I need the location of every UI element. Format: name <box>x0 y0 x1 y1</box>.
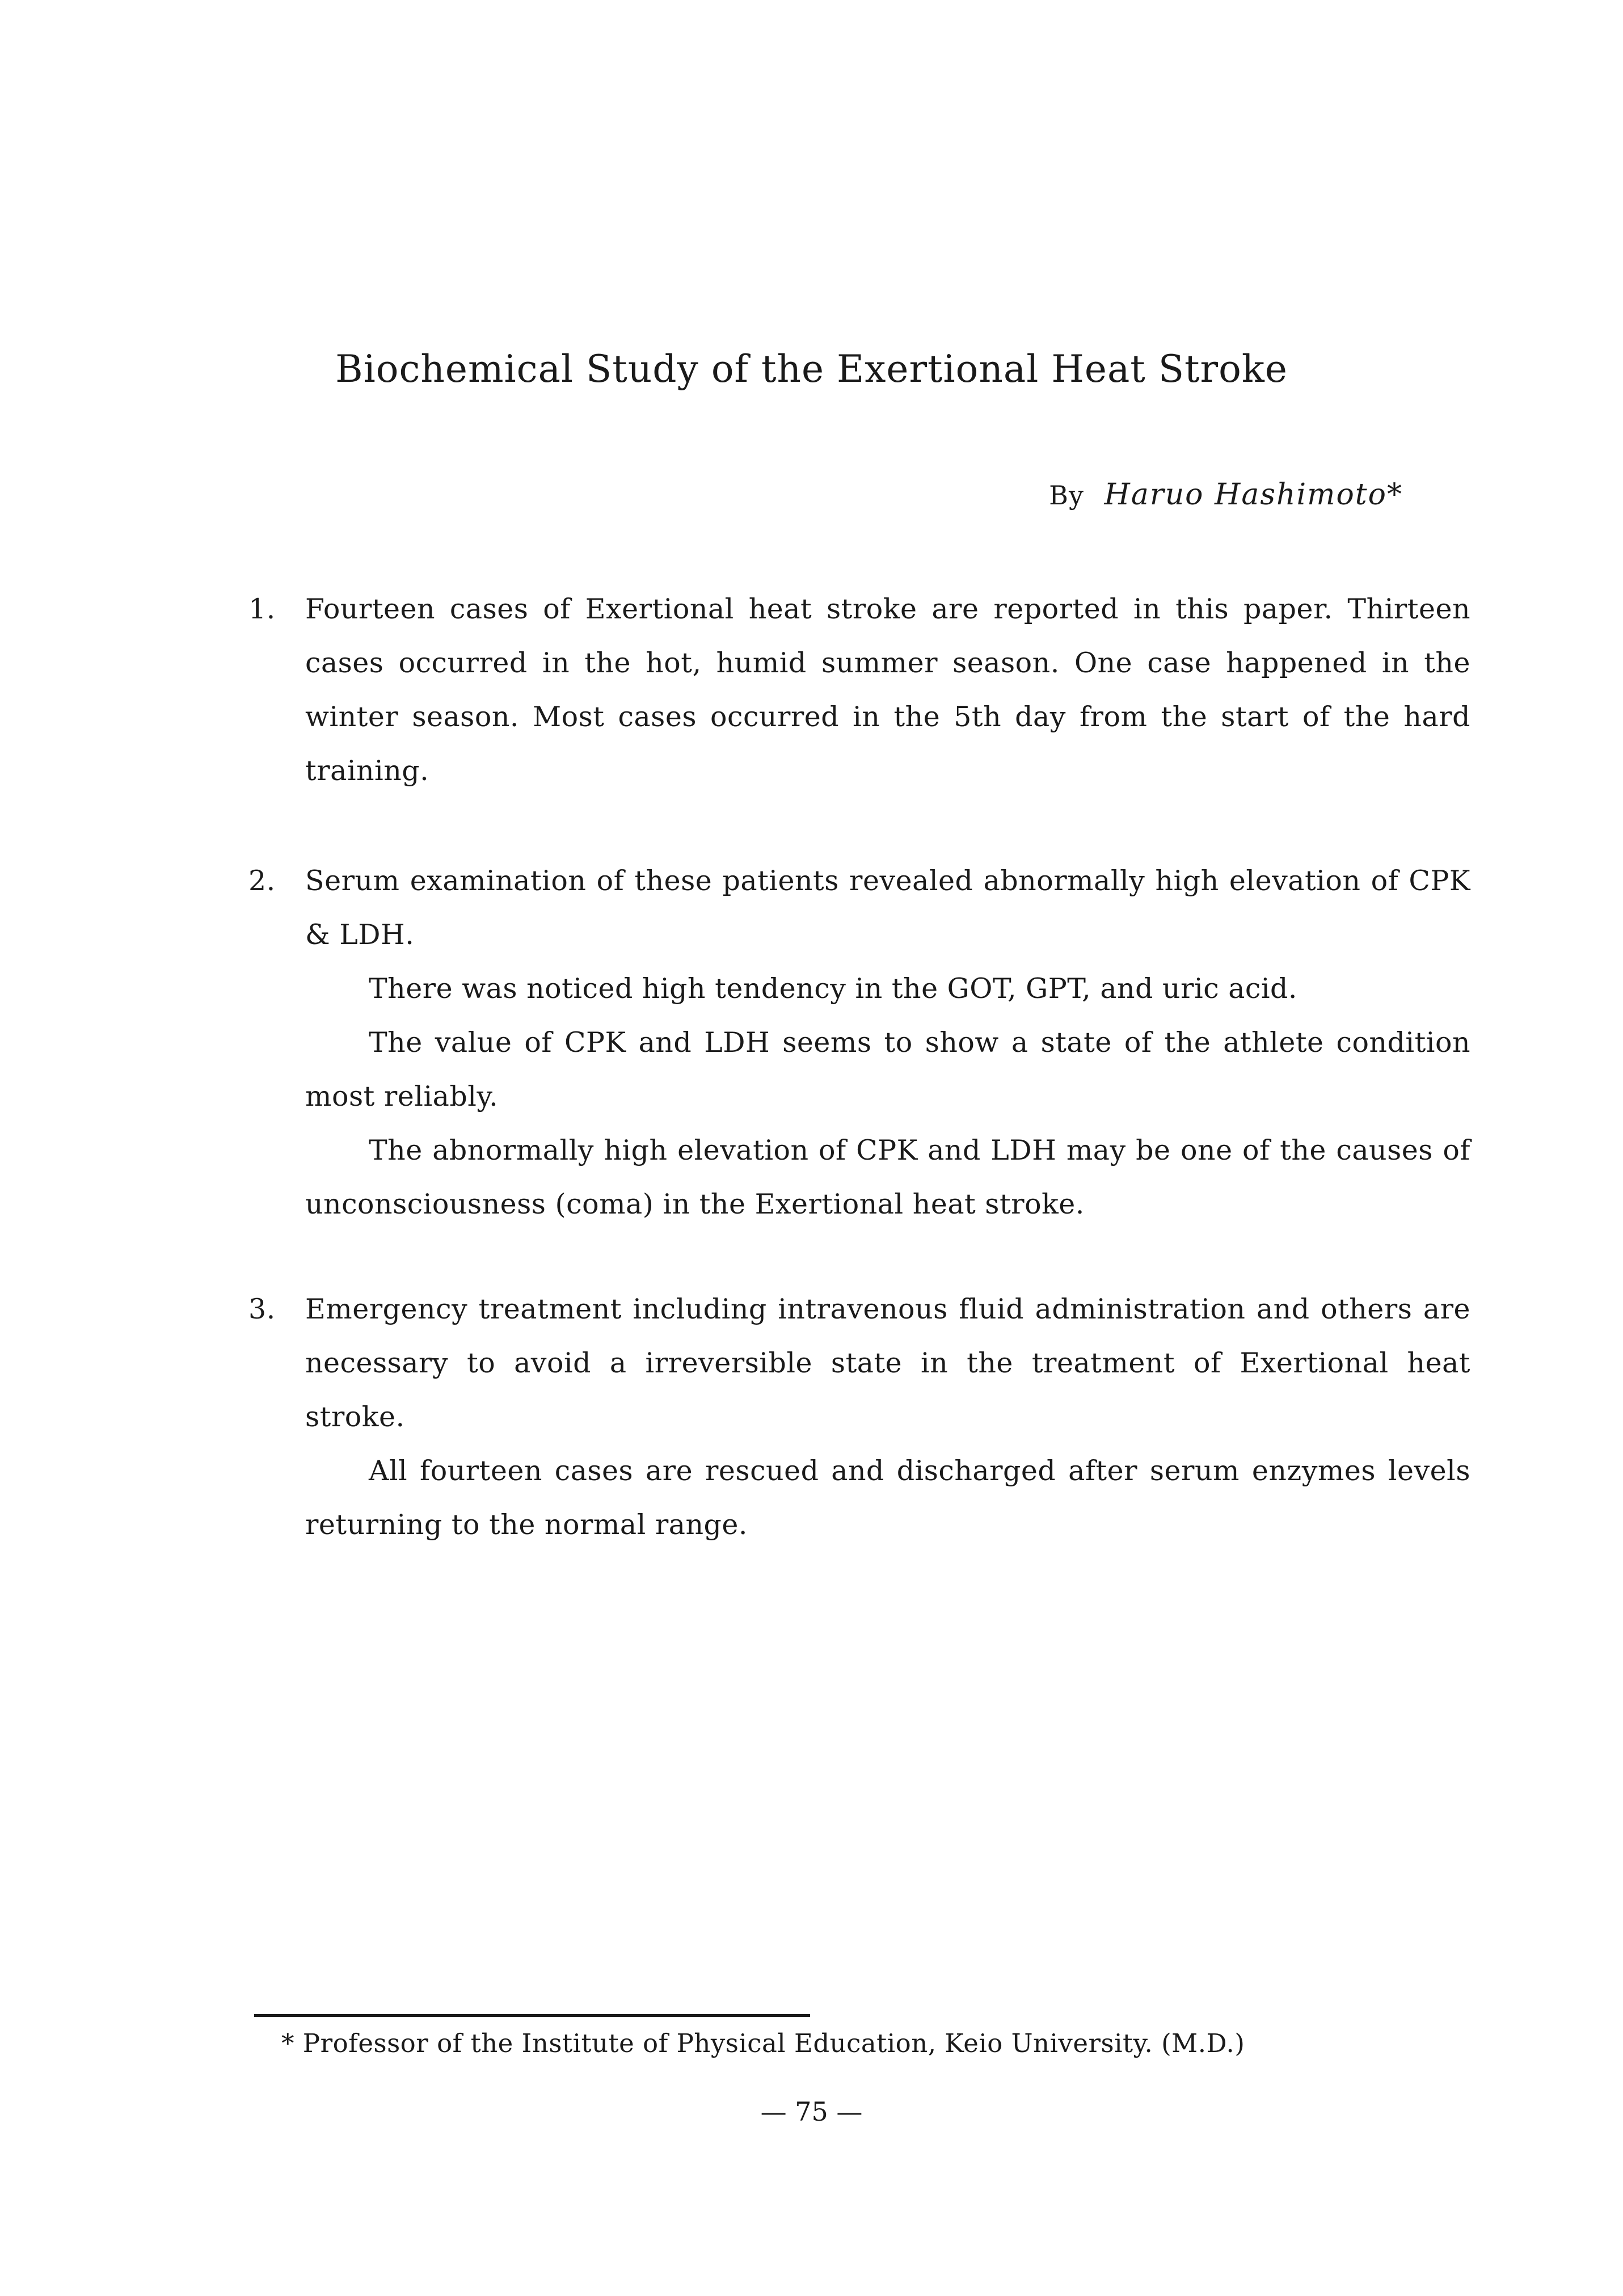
item-number: 2. <box>248 865 276 897</box>
numbered-item-1 <box>248 582 1470 798</box>
paragraph: Serum examination of these patients revealed abnormally high elevation of CPK & LDH. <box>305 865 1470 951</box>
footnote: * Professor of the Institute of Physical Education, Keio University. (M.D.) <box>281 2028 1245 2058</box>
numbered-item-2 <box>248 854 1470 1231</box>
page-number: — 75 — <box>760 2096 863 2127</box>
item-number: 1. <box>248 593 276 625</box>
item-body <box>305 582 1470 798</box>
paragraph: There was noticed high tendency in the GOT, GPT, and uric acid. <box>369 972 1297 1005</box>
item-body <box>305 854 1470 1231</box>
paper-title: Biochemical Study of the Exertional Heat Stroke <box>335 347 1288 391</box>
paragraph: All fourteen cases are rescued and discharged after serum enzymes levels returning to the normal range. <box>305 1455 1470 1541</box>
byline <box>1049 478 1403 512</box>
author-name: Haruo Hashimoto* <box>1104 478 1403 512</box>
paragraph: The abnormally high elevation of CPK and LDH may be one of the causes of unconsciousness (coma) in the Exertional heat stroke. <box>305 1134 1470 1220</box>
numbered-item-3 <box>248 1282 1470 1552</box>
byline-prefix: By <box>1049 480 1084 511</box>
paragraph: The value of CPK and LDH seems to show a state of the athlete condition most reliably. <box>305 1026 1470 1113</box>
item-number: 3. <box>248 1293 276 1325</box>
paragraph: Emergency treatment including intravenous fluid administration and others are necessary to avoid a irreversible state in the treatment of Exertional heat stroke. <box>305 1293 1470 1433</box>
paragraph: Fourteen cases of Exertional heat stroke are reported in this paper. Thirteen cases occurred in the hot, humid summer season. One case happened in the winter season. Most cases occurred in the 5th day from the start of the hard training. <box>305 593 1470 787</box>
footnote-divider <box>254 2014 810 2017</box>
item-body <box>305 1282 1470 1552</box>
